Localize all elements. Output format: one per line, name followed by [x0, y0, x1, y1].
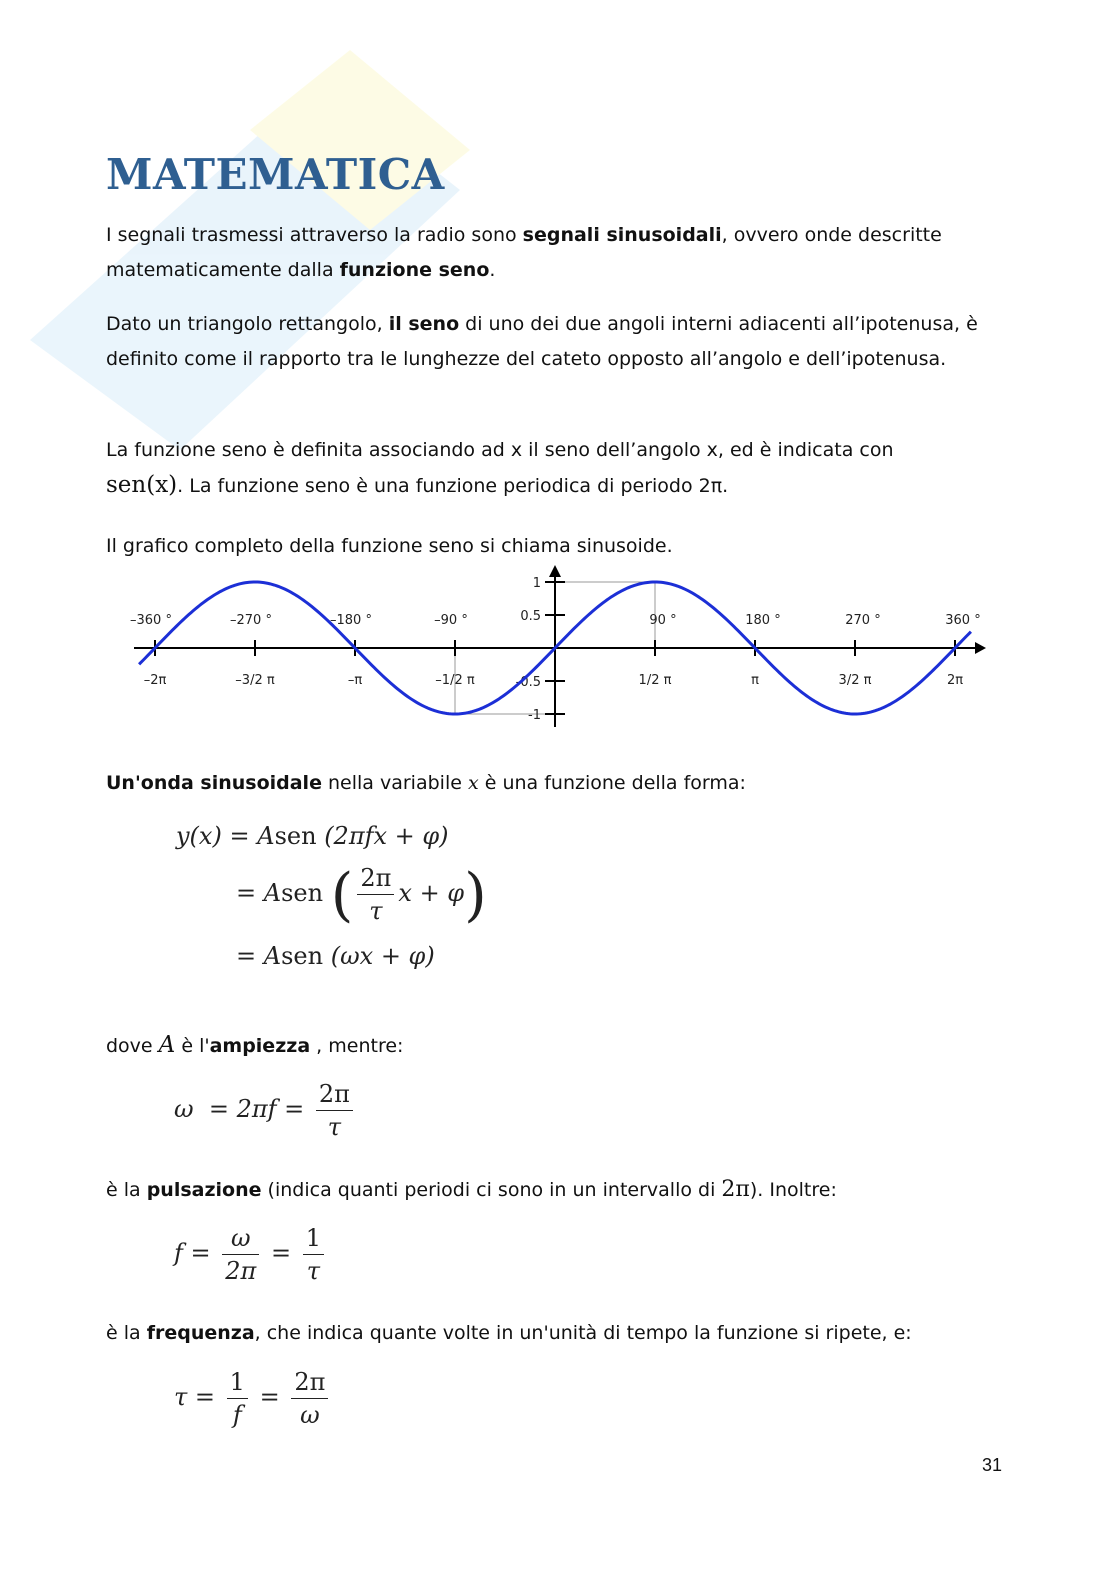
page-number: 31 — [982, 1455, 1003, 1475]
x-tick-label-degrees: –270 ° — [230, 613, 272, 628]
x-tick-label-degrees: –90 ° — [434, 613, 468, 628]
y-tick-label: 0.5 — [520, 609, 541, 624]
x-tick-label-pi: –2π — [143, 673, 167, 688]
x-tick-label-degrees: 270 ° — [845, 613, 881, 628]
paragraph-sinusoid: Il grafico completo della funzione seno si chiama sinusoide. — [106, 535, 673, 557]
paragraph-wave: Un'onda sinusoidale nella variabile x è una funzione della forma: — [106, 772, 746, 794]
x-tick-label-pi: –1/2 π — [435, 673, 475, 688]
wave-equation-line-3: = Asen (ωx + φ) — [236, 942, 435, 970]
paragraph-intro: I segnali trasmessi attraverso la radio sono segnali sinusoidali, ovvero onde descritte matematicamente dalla funzione seno. — [106, 224, 942, 281]
x-tick-label-degrees: 90 ° — [649, 613, 677, 628]
pulsation-equation: ω = 2πf = $\frac{2\pi}{\tau}$ — [174, 1078, 357, 1143]
paragraph-sine-function: La funzione seno è definita associando ad x il seno dell’angolo x, ed è indicata con sen(x). La funzione seno è una funzione periodica di periodo 2π. — [106, 439, 894, 498]
y-axis-arrow — [549, 565, 561, 577]
x-tick-label-pi: 3/2 π — [838, 673, 872, 688]
y-tick-label: -1 — [528, 708, 541, 723]
sen-x-formula: sen(x) — [106, 472, 178, 498]
wave-equation-line-2: = Asen ( $\frac{2\pi}{\tau}$ x + φ) — [236, 860, 487, 929]
x-tick-label-degrees: 180 ° — [745, 613, 781, 628]
x-tick-label-pi: –π — [347, 673, 363, 688]
paragraph-frequency: è la frequenza, che indica quante volte in un'unità di tempo la funzione si ripete, e: — [106, 1322, 912, 1344]
y-tick-label: -0.5 — [515, 675, 541, 690]
paragraph-sine-definition: Dato un triangolo rettangolo, il seno di uno dei due angoli interni adiacenti all’ipotenusa, è definito come il rapporto tra le lunghezze del cateto opposto all’angolo e dell’ipotenusa. — [106, 313, 978, 370]
x-tick-label-degrees: 360 ° — [945, 613, 981, 628]
x-axis-arrow — [975, 642, 986, 654]
x-tick-label-degrees: –360 ° — [130, 613, 172, 628]
paragraph-amplitude: dove A è l'ampiezza , mentre: — [106, 1032, 404, 1058]
x-tick-label-pi: –3/2 π — [235, 673, 275, 688]
wave-equation-line-1: y(x) = Asen (2πfx + φ) — [176, 822, 449, 850]
sine-wave-chart — [120, 565, 990, 735]
x-tick-label-pi: 2π — [946, 673, 964, 688]
x-tick-label-pi: 1/2 π — [638, 673, 672, 688]
period-equation: τ = $\frac{1}{f}$ = $\frac{2\pi}{\omega}$ — [174, 1366, 332, 1431]
frequency-equation: f = $\frac{\omega}{2\pi}$ = $\frac{1}{\tau}$ — [174, 1222, 328, 1287]
x-tick-label-pi: π — [751, 673, 759, 688]
x-tick-label-degrees: –180 ° — [330, 613, 372, 628]
page-title: MATEMATICA — [106, 150, 445, 199]
y-tick-label: 1 — [532, 576, 541, 591]
paragraph-pulsation: è la pulsazione (indica quanti periodi ci sono in un intervallo di 2π). Inoltre: — [106, 1177, 837, 1202]
